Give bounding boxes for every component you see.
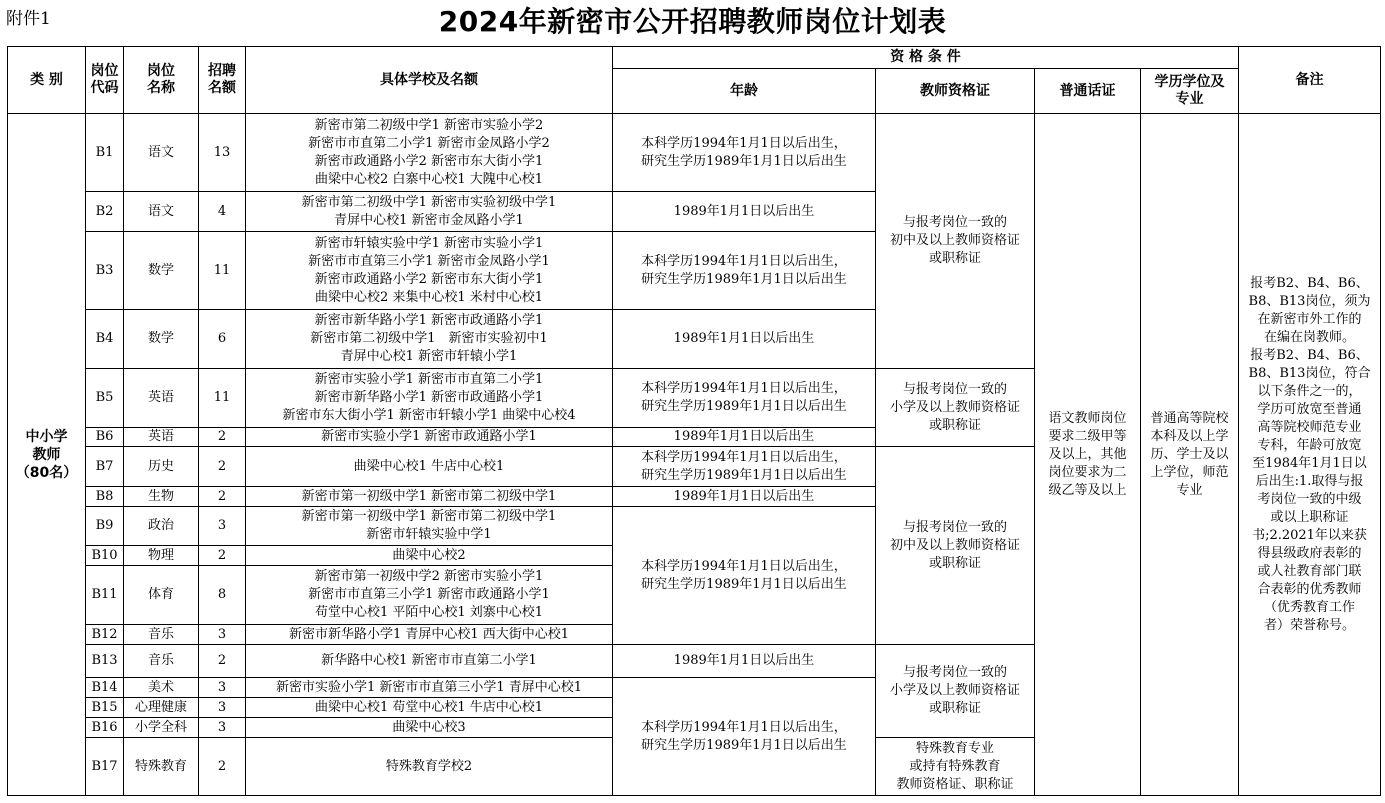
schools-cell: 曲梁中心校1 苟堂中心校1 牛店中心校1 xyxy=(246,698,613,718)
cert-cell: 与报考岗位一致的 初中及以上教师资格证 或职称证 xyxy=(876,114,1035,369)
age-cell: 1989年1月1日以后出生 xyxy=(613,310,876,369)
header-degree: 学历学位及 专业 xyxy=(1141,69,1239,114)
remarks-cell: 报考B2、B4、B6、 B8、B13岗位，须为 在新密市外工作的 在编在岗教师。 报考B2、B4、B6、 B8、B13岗位，符合 以下条件之一的， 学历可放宽至普通 高等院校师范专业 专科，年龄可放宽 至1984年1月1日以 后出生:1.取得与报 考岗位一致的中级 或以上职称证 书;2.2021年以来获 得县级政府表彰的 或人社教育部门联 合表彰的优秀教师 （优秀教育工作 者）荣誉称号。 xyxy=(1239,114,1381,796)
schools-cell: 新密市轩辕实验中学1 新密市实验小学1 新密市市直第三小学1 新密市金凤路小学1 新密市政通路小学2 新密市东大街小学1 曲梁中心校2 来集中心校1 米村中心校1 xyxy=(246,232,613,310)
header-mandarin: 普通话证 xyxy=(1035,69,1141,114)
age-cell: 1989年1月1日以后出生 xyxy=(613,645,876,678)
post-name: 特殊教育 xyxy=(124,738,199,796)
age-cell: 本科学历1994年1月1日以后出生， 研究生学历1989年1月1日以后出生 xyxy=(613,232,876,310)
schools-cell: 特殊教育学校2 xyxy=(246,738,613,796)
post-quota: 2 xyxy=(199,428,246,447)
post-code: B7 xyxy=(86,447,124,487)
header-schools: 具体学校及名额 xyxy=(246,47,613,114)
post-quota: 3 xyxy=(199,698,246,718)
post-quota: 3 xyxy=(199,718,246,738)
schools-cell: 曲梁中心校3 xyxy=(246,718,613,738)
post-name: 政治 xyxy=(124,507,199,546)
post-name: 小学全科 xyxy=(124,718,199,738)
post-code: B16 xyxy=(86,718,124,738)
post-name: 美术 xyxy=(124,678,199,698)
cert-cell: 与报考岗位一致的 小学及以上教师资格证 或职称证 xyxy=(876,369,1035,447)
post-code: B3 xyxy=(86,232,124,310)
post-code: B17 xyxy=(86,738,124,796)
post-quota: 4 xyxy=(199,192,246,232)
category-cell: 中小学 教师 （80名） xyxy=(8,114,86,796)
post-code: B15 xyxy=(86,698,124,718)
post-quota: 2 xyxy=(199,487,246,507)
post-name: 语文 xyxy=(124,192,199,232)
schools-cell: 新密市实验小学1 新密市市直第二小学1 新密市新华路小学1 新密市政通路小学1 新密市东大街小学1 新密市轩辕小学1 曲梁中心校4 xyxy=(246,369,613,428)
cert-cell: 与报考岗位一致的 小学及以上教师资格证 或职称证 xyxy=(876,645,1035,738)
post-name: 体育 xyxy=(124,566,199,625)
post-quota: 3 xyxy=(199,507,246,546)
header-remarks: 备注 xyxy=(1239,47,1381,114)
post-name: 英语 xyxy=(124,428,199,447)
degree-cell: 普通高等院校 本科及以上学 历、学士及以 上学位，师范 专业 xyxy=(1141,114,1239,796)
post-quota: 2 xyxy=(199,645,246,678)
schools-cell: 新密市新华路小学1 新密市政通路小学1 新密市第二初级中学1 新密市实验初中1 青屏中心校1 新密市轩辕小学1 xyxy=(246,310,613,369)
post-code: B11 xyxy=(86,566,124,625)
schools-cell: 新密市第一初级中学1 新密市第二初级中学1 新密市轩辕实验中学1 xyxy=(246,507,613,546)
post-code: B13 xyxy=(86,645,124,678)
post-name: 心理健康 xyxy=(124,698,199,718)
post-name: 英语 xyxy=(124,369,199,428)
age-cell: 1989年1月1日以后出生 xyxy=(613,428,876,447)
post-name: 语文 xyxy=(124,114,199,192)
schools-cell: 曲梁中心校1 牛店中心校1 xyxy=(246,447,613,487)
post-quota: 3 xyxy=(199,678,246,698)
schools-cell: 新密市实验小学1 新密市政通路小学1 xyxy=(246,428,613,447)
attachment-label: 附件1 xyxy=(6,9,51,29)
header-category: 类 别 xyxy=(8,47,86,114)
post-quota: 2 xyxy=(199,447,246,487)
cert-cell: 与报考岗位一致的 初中及以上教师资格证 或职称证 xyxy=(876,447,1035,645)
schools-cell: 新密市第二初级中学1 新密市实验初级中学1 青屏中心校1 新密市金凤路小学1 xyxy=(246,192,613,232)
post-quota: 11 xyxy=(199,232,246,310)
post-name: 数学 xyxy=(124,232,199,310)
post-name: 音乐 xyxy=(124,625,199,645)
cert-cell: 特殊教育专业 或持有特殊教育 教师资格证、职称证 xyxy=(876,738,1035,796)
age-cell: 1989年1月1日以后出生 xyxy=(613,487,876,507)
post-code: B5 xyxy=(86,369,124,428)
age-cell: 1989年1月1日以后出生 xyxy=(613,192,876,232)
schools-cell: 新华路中心校1 新密市市直第二小学1 xyxy=(246,645,613,678)
post-quota: 13 xyxy=(199,114,246,192)
post-name: 生物 xyxy=(124,487,199,507)
post-code: B14 xyxy=(86,678,124,698)
header-post-name: 岗位 名称 xyxy=(124,47,199,114)
age-cell: 本科学历1994年1月1日以后出生， 研究生学历1989年1月1日以后出生 xyxy=(613,447,876,487)
page-title: 2024年新密市公开招聘教师岗位计划表 xyxy=(438,5,947,38)
post-code: B1 xyxy=(86,114,124,192)
post-name: 数学 xyxy=(124,310,199,369)
post-quota: 2 xyxy=(199,738,246,796)
header-post-code: 岗位 代码 xyxy=(86,47,124,114)
post-code: B9 xyxy=(86,507,124,546)
age-cell: 本科学历1994年1月1日以后出生， 研究生学历1989年1月1日以后出生 xyxy=(613,114,876,192)
header-age: 年龄 xyxy=(613,69,876,114)
post-code: B10 xyxy=(86,546,124,566)
post-quota: 11 xyxy=(199,369,246,428)
header-qualifications: 资 格 条 件 xyxy=(613,47,1239,69)
post-quota: 3 xyxy=(199,625,246,645)
post-name: 音乐 xyxy=(124,645,199,678)
post-code: B6 xyxy=(86,428,124,447)
schools-cell: 新密市新华路小学1 青屏中心校1 西大街中心校1 xyxy=(246,625,613,645)
post-quota: 2 xyxy=(199,546,246,566)
age-cell: 本科学历1994年1月1日以后出生， 研究生学历1989年1月1日以后出生 xyxy=(613,678,876,796)
header-cert: 教师资格证 xyxy=(876,69,1035,114)
schools-cell: 新密市第一初级中学2 新密市实验小学1 新密市市直第三小学1 新密市政通路小学1 苟堂中心校1 平陌中心校1 刘寨中心校1 xyxy=(246,566,613,625)
post-code: B12 xyxy=(86,625,124,645)
post-name: 物理 xyxy=(124,546,199,566)
post-name: 历史 xyxy=(124,447,199,487)
header-quota: 招聘 名额 xyxy=(199,47,246,114)
post-quota: 6 xyxy=(199,310,246,369)
post-quota: 8 xyxy=(199,566,246,625)
post-code: B2 xyxy=(86,192,124,232)
schools-cell: 新密市实验小学1 新密市市直第三小学1 青屏中心校1 xyxy=(246,678,613,698)
age-cell: 本科学历1994年1月1日以后出生， 研究生学历1989年1月1日以后出生 xyxy=(613,507,876,645)
recruitment-table xyxy=(7,46,1381,796)
post-code: B8 xyxy=(86,487,124,507)
post-code: B4 xyxy=(86,310,124,369)
mandarin-cell: 语文教师岗位 要求二级甲等 及以上，其他 岗位要求为二 级乙等及以上 xyxy=(1035,114,1141,796)
schools-cell: 新密市第一初级中学1 新密市第二初级中学1 xyxy=(246,487,613,507)
table-row xyxy=(8,114,1381,192)
age-cell: 本科学历1994年1月1日以后出生， 研究生学历1989年1月1日以后出生 xyxy=(613,369,876,428)
schools-cell: 曲梁中心校2 xyxy=(246,546,613,566)
schools-cell: 新密市第二初级中学1 新密市实验小学2 新密市市直第二小学1 新密市金凤路小学2 新密市政通路小学2 新密市东大街小学1 曲梁中心校2 白寨中心校1 大隗中心校1 xyxy=(246,114,613,192)
